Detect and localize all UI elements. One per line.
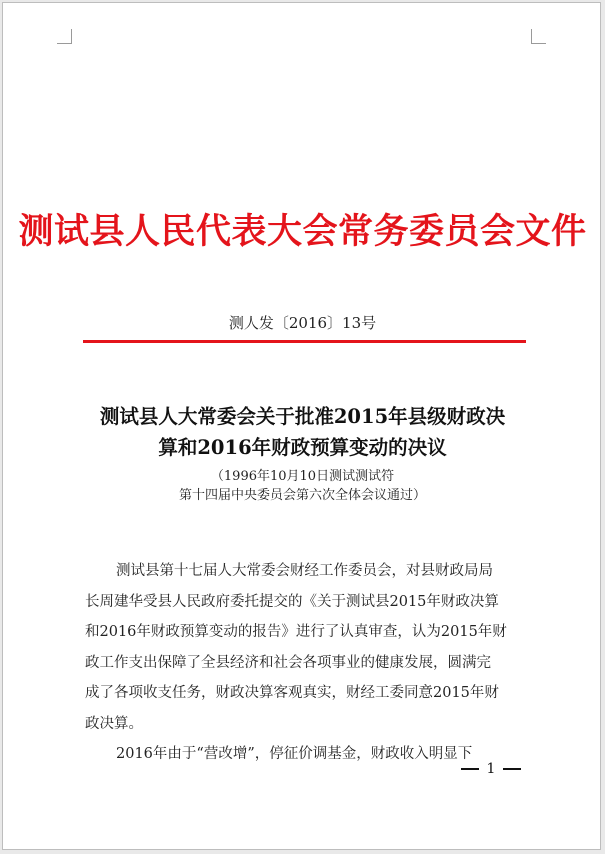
body-text — [85, 556, 526, 770]
adoption-note-line: 第十四届中央委员会第六次全体会议通过） — [178, 488, 426, 503]
adoption-note-line: （1996年10月10日测试测试符 — [210, 469, 395, 484]
red-divider-line — [83, 340, 526, 343]
body-line: 测试县第十七届人大常委会财经工作委员会，对县财政局局 — [116, 563, 493, 579]
body-line: 和2016年财政预算变动的报告》进行了认真审查，认为2015年财 — [85, 624, 507, 640]
adoption-note — [63, 467, 542, 505]
header-title: 测试县人民代表大会常务委员会文件 — [18, 211, 587, 252]
decision-title — [63, 401, 542, 463]
document-page — [2, 2, 601, 850]
page-number-dash — [503, 768, 521, 770]
crop-mark-top-right — [531, 29, 546, 44]
body-line: 2016年由于“营改增”，停征价调基金，财政收入明显下 — [116, 746, 473, 762]
body-line: 长周建华受县人民政府委托提交的《关于测试县2015年财政决算 — [85, 593, 499, 610]
body-line: 政决算。 — [85, 715, 143, 732]
decision-title-line: 算和2016年财政预算变动的决议 — [158, 436, 447, 459]
document-number: 测人发〔2016〕13号 — [228, 314, 377, 332]
decision-title-line: 测试县人大常委会关于批准2015年县级财政决 — [99, 405, 506, 428]
page-number-dash — [461, 768, 479, 770]
body-line: 政工作支出保障了全县经济和社会各项事业的健康发展，圆满完 — [85, 654, 491, 671]
page-number — [461, 759, 521, 779]
page-number-value: 1 — [486, 761, 496, 777]
crop-mark-top-left — [57, 29, 72, 44]
body-line: 成了各项收支任务，财政决算客观真实，财经工委同意2015年财 — [85, 685, 499, 701]
